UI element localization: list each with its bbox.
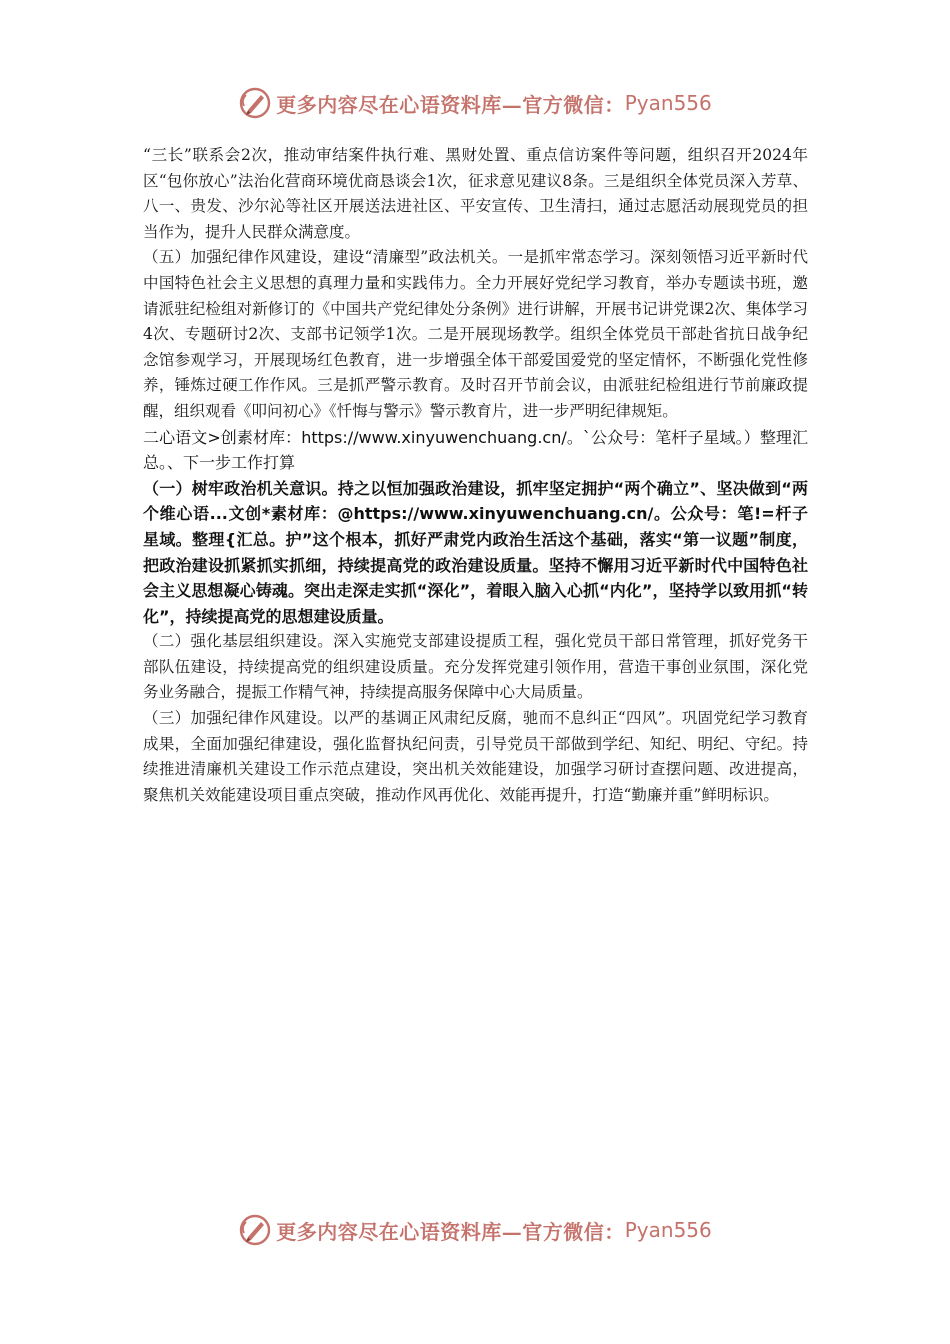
paragraph-watermarked: 二心语文>创素材库：https://www.xinyuwenchuang.cn/。`公众号：笔杆子星域。）整理汇总。、下一步工作打算 bbox=[143, 427, 808, 473]
paragraph: “三长”联系会2次，推动审结案件执行难、黑财处置、重点信访案件等问题，组织召开2024年区“包你放心”法治化营商环境优商恳谈会1次，征求意见建议8条。三是组织全体党员深入芳草、八一、贵发、沙尔沁等社区开展送法进社区、平安宣传、卫生清扫，通过志愿活动展现党员的担当作为，提升人民群众满意度。 bbox=[143, 146, 808, 241]
footer-wechat-id: Pyan556 bbox=[624, 1218, 712, 1242]
paragraph: （五）加强纪律作风建设，建设“清廉型”政法机关。一是抓牢常态学习。深刻领悟习近平新时代中国特色社会主义思想的真理力量和实践伟力。全力开展好党纪学习教育，举办专题读书班，邀请派驻纪检组对新修订的《中国共产党纪律处分条例》进行讲解，开展书记讲党课2次、集体学习4次、专题研讨2次、支部书记领学1次。二是开展现场教学。组织全体党员干部赴省抗日战争纪念馆参观学习，开展现场红色教育，进一步增强全体干部爱国爱党的坚定情怀，不断强化党性修养，锤炼过硬工作作风。三是抓严警示教育。及时召开节前会议，由派驻纪检组进行节前廉政提醒，组织观看《叩问初心》《忏悔与警示》警示教育片，进一步严明纪律规矩。 bbox=[143, 248, 808, 420]
pen-logo-icon bbox=[238, 86, 272, 120]
paragraph-bold: （一）树牢政治机关意识。持之以恒加强政治建设，抓牢坚定拥护“两个确立”、坚决做到“两个维心语...文创*素材库：@https://www.xinyuwenchuang.cn/。公众号：笔!=杆子星域。整理{汇总。护”这个根本，抓好严肃党内政治生活这个基础，落实“第一议题”制度，把政治建设抓紧抓实抓细，持续提高党的政治建设质量。坚持不懈用习近平新时代中国特色社会主义思想凝心铸魂。突出走深走实抓“深化”，着眼入脑入心抓“内化”，坚持学以致用抓“转化”，持续提高党的思想建设质量。 bbox=[143, 478, 808, 626]
footer-banner-text: 更多内容尽在心语资料库—官方微信： bbox=[276, 1219, 625, 1244]
header-banner bbox=[0, 83, 950, 123]
document-body bbox=[143, 143, 808, 808]
paragraph: （三）加强纪律作风建设。以严的基调正风肃纪反腐，驰而不息纠正“四风”。巩固党纪学习教育成果，全面加强纪律建设，强化监督执纪问责，引导党员干部做到学纪、知纪、明纪、守纪。持续推进清廉机关建设工作示范点建设，突出机关效能建设，加强学习研讨查摆问题、改进提高，聚焦机关效能建设项目重点突破，推动作风再优化、效能再提升，打造“勤廉并重”鲜明标识。 bbox=[143, 709, 808, 804]
header-wechat-id: Pyan556 bbox=[624, 91, 712, 115]
paragraph: （二）强化基层组织建设。深入实施党支部建设提质工程，强化党员干部日常管理，抓好党务干部队伍建设，持续提高党的组织建设质量。充分发挥党建引领作用，营造干事创业氛围，深化党务业务融合，提振工作精气神，持续提高服务保障中心大局质量。 bbox=[143, 632, 808, 702]
pen-logo-icon bbox=[238, 1213, 272, 1247]
footer-banner bbox=[0, 1210, 950, 1250]
header-banner-text: 更多内容尽在心语资料库—官方微信： bbox=[276, 92, 625, 117]
